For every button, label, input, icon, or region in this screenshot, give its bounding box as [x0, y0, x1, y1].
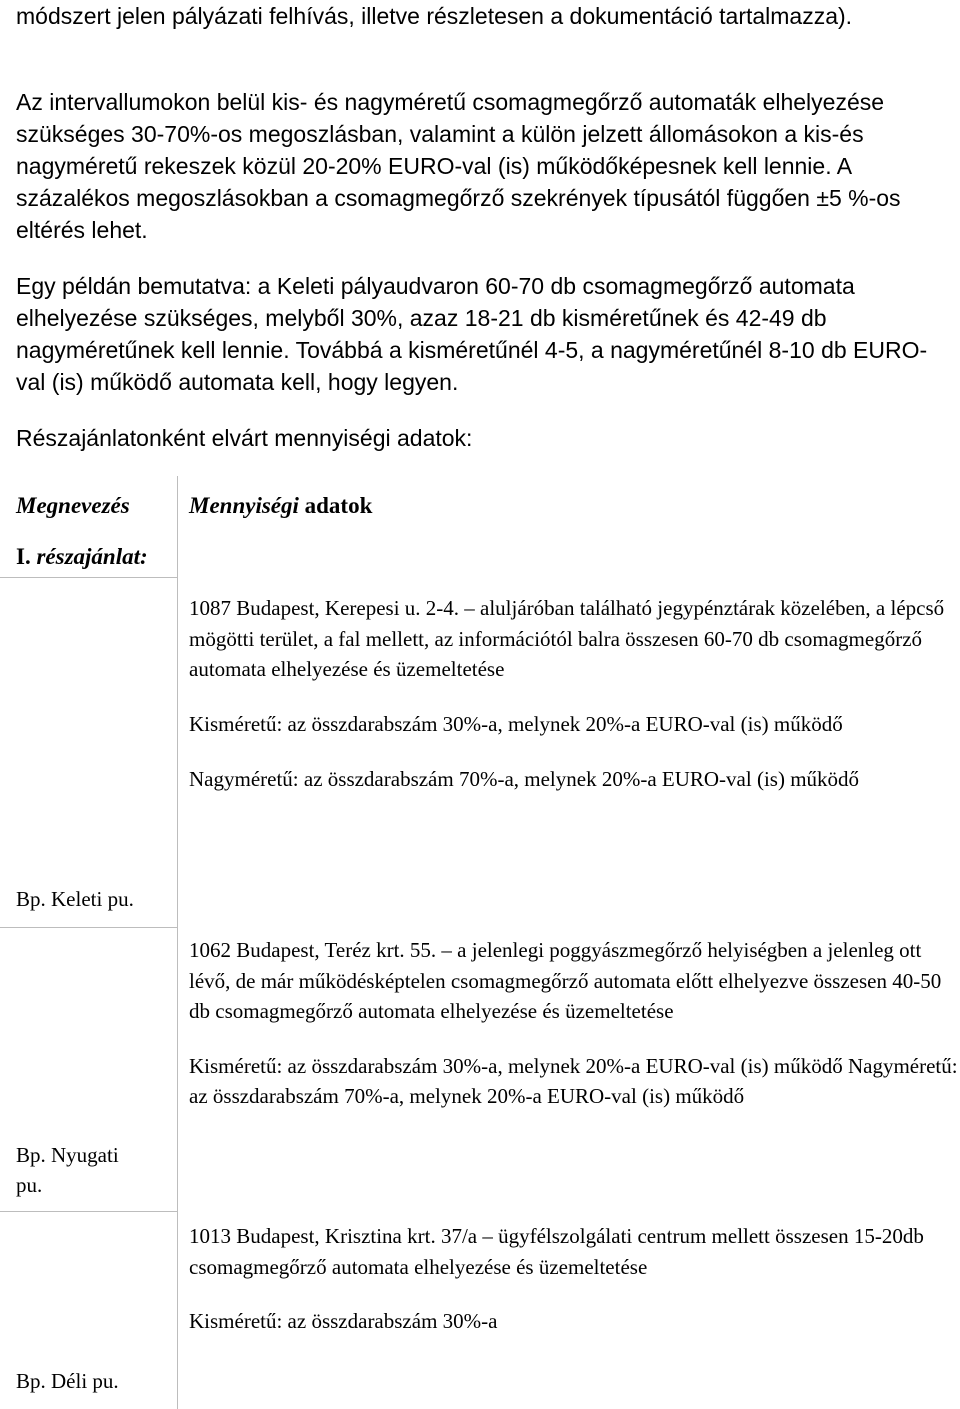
table-section-label: I. részajánlat:	[16, 544, 148, 569]
table-row-divider	[0, 1211, 177, 1212]
paragraph-example-part1: Egy példán bemutatva: a Keleti pályaudvaron 60-70 db csomagmegőrző automata elhelyezése szükséges, melyből 30%, azaz 18-21 db kisméretűnek és 42-49 db nagyméretűnek kell lennie.	[16, 273, 855, 363]
paragraph-distribution	[16, 86, 946, 246]
locker-spec: Kisméretű: az összdarabszám 30%-a, melynek 20%-a EURO-val (is) működő Nagyméretű: az összdarabszám 70%-a, melynek 20%-a EURO-val (is) működő	[189, 1053, 958, 1108]
table-header-quantity: Mennyiségi adatok	[189, 493, 373, 518]
station-name: Bp. Nyugati pu.	[16, 1143, 119, 1197]
small-locker-spec: Kisméretű: az összdarabszám 30%-a, melynek 20%-a EURO-val (is) működő	[189, 711, 843, 736]
table-row	[189, 1221, 959, 1337]
paragraph-distribution-part1: Az intervallumokon belül kis- és nagyméretű csomagmegőrző automaták elhelyezése szükséges 30-70%-os megoszlásban, valamint a külön jelzett állomásokon a kis-és nagyméretű rekeszek közül 20-20% EURO-val (is) működőképesnek kell lennie.	[16, 89, 885, 179]
location-address: 1062 Budapest, Teréz krt. 55. – a jelenlegi poggyászmegőrző helyiségben a jelenleg ott lévő, de már működésképtelen csomagmegőrző automata előtt elhelyezve összesen 40-50 db csomagmegőrző automata elhelyezése és üzemeltetése	[189, 938, 942, 1023]
small-locker-spec: Kisméretű: az összdarabszám 30%-a	[189, 1309, 498, 1333]
paragraph-distribution-part2: A százalékos megoszlásokban a csomagmegőrző szekrények típusától függően ±5 %-os eltérés lehet.	[16, 153, 901, 243]
table-row-divider	[0, 577, 177, 578]
paragraph-intro-end: módszert jelen pályázati felhívás, illetve részletesen a dokumentáció tartalmazza).	[16, 3, 853, 29]
table-row	[189, 935, 959, 1112]
table-column-divider	[177, 476, 178, 1409]
table-header-name: Megnevezés	[16, 493, 130, 518]
table-row	[189, 593, 959, 795]
large-locker-spec: Nagyméretű: az összdarabszám 70%-a, melynek 20%-a EURO-val (is) működő	[189, 767, 860, 791]
section-heading-quantities: Részajánlatonként elvárt mennyiségi adatok:	[16, 425, 473, 451]
table-row-divider	[0, 927, 177, 928]
station-name: Bp. Déli pu.	[16, 1369, 119, 1393]
station-name: Bp. Keleti pu.	[16, 887, 134, 911]
paragraph-example-part2: Továbbá a kisméretűnél 4-5, a nagyméretűnél 8-10 db EURO-val (is) működő automata kell, hogy legyen.	[16, 337, 928, 395]
paragraph-example	[16, 270, 946, 398]
location-address: 1087 Budapest, Kerepesi u. 2-4. – aluljáróban található jegypénztárak közelében, a lépcső mögötti terület, a fal mellett, az információtól balra összesen 60-70 db csomagmegőrző automata elhelyezése és üzemeltetése	[189, 596, 945, 681]
location-address: 1013 Budapest, Krisztina krt. 37/a – ügyfélszolgálati centrum mellett összesen 15-20db csomagmegőrző automata elhelyezése és üzemeltetése	[189, 1224, 924, 1279]
